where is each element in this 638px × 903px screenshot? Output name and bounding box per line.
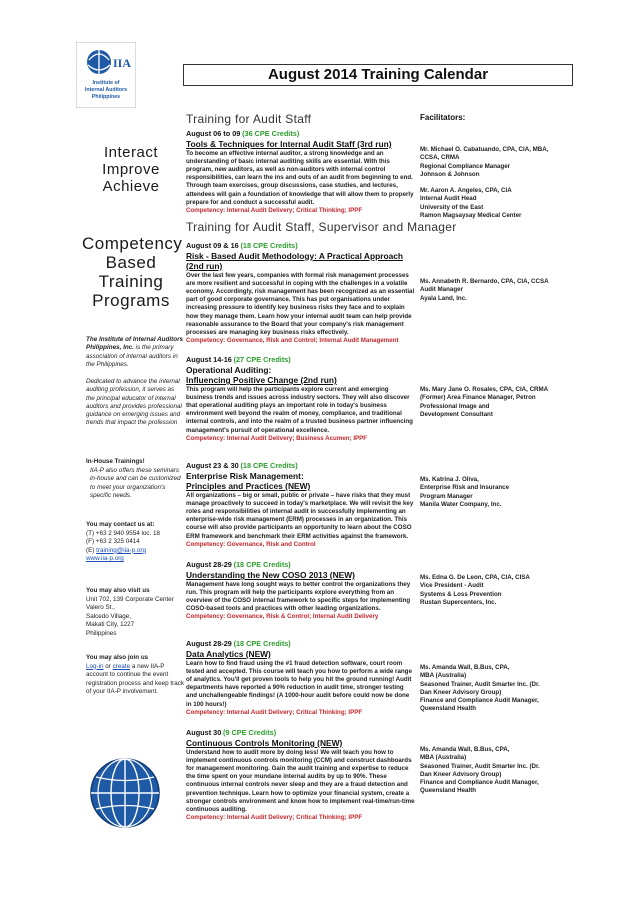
facilitator-line: Regional Compliance Manager — [420, 162, 511, 170]
slogan-line: Interact — [103, 144, 159, 161]
facilitator-line: Finance and Compliance Audit Manager, — [420, 697, 539, 705]
facilitator-line: Ms. Katrina J. Oliva, — [420, 476, 479, 483]
course-description: Learn how to find fraud using the #1 fraud detection software, court room tested and accepted. This course will teach you how to perform a wide range of analytics. You'll get proven tools to help you hit the ground running! Audit departments have reported a 90% reduction in audit time, stronger testing and unchallengeable findings! (A 1000-hour audit before could now be done in 100 hours!) — [186, 660, 412, 708]
course-block — [186, 462, 416, 549]
cpe-credits: (18 CPE Credits) — [233, 560, 291, 569]
programs-line: Based — [105, 253, 157, 272]
facilitator-block — [420, 664, 600, 714]
course-title: Continuous Controls Monitoring (NEW) — [186, 738, 343, 749]
inhouse-text: IIA-P also offers these seminars in-house and can be customized to meet your organization's specific needs. — [90, 466, 181, 500]
facilitator-line: Systems & Loss Prevention — [420, 590, 502, 598]
cpe-credits: (18 CPE Credits) — [233, 639, 291, 648]
facilitator-line: Ms. Edna G. De Leon, CPA, CIA, CISA — [420, 574, 530, 581]
course-description: Understand how to audit more by doing less! We will teach you how to implement continuous controls monitoring (CCM) and construct dashboards for management monitoring. Gain the audit training and expertise to reduce the time spent on your mundane internal audits by up to 90%. These continuous internal controls never sleep and they are a fraud detection and prevention technique. Learn how to optimize your financial system, create a stronger controls environment and know how to implement real-time/run-time continuous auditing. — [186, 749, 415, 813]
course-block — [186, 242, 416, 345]
course-title: Influencing Positive Change (2nd run) — [186, 375, 337, 386]
logo-line-3: Philippines — [91, 94, 121, 100]
course-title: Data Analytics (NEW) — [186, 649, 271, 660]
facilitator-block — [420, 187, 600, 220]
email-label: (E) — [86, 546, 97, 554]
course-competency: Competency: Internal Audit Delivery; Critical Thinking; IPPF — [186, 708, 363, 716]
programs-line: Training — [98, 272, 164, 291]
cpe-credits: (9 CPE Credits) — [223, 728, 277, 737]
facilitator-line: Professional Image and — [420, 402, 490, 410]
course-date: August 28-29 — [186, 639, 232, 648]
facilitator-line: Dan Kneer Advisory Group) — [420, 688, 502, 696]
programs-line: Programs — [92, 291, 170, 310]
facilitator-line: Ms. Amanda Wall, B.Bus, CPA, — [420, 664, 510, 671]
section-heading-staff: Training for Audit Staff — [186, 112, 312, 126]
facilitator-line: Johnson & Johnson — [420, 170, 480, 178]
facilitator-line: Dan Kneer Advisory Group) — [420, 770, 502, 778]
facilitator-block — [420, 386, 600, 419]
course-competency: Competency: Internal Audit Delivery; Critical Thinking; IPPF — [186, 206, 363, 214]
sidebar — [0, 0, 185, 903]
cpe-credits: (18 CPE Credits) — [240, 241, 298, 250]
globe-icon — [88, 756, 162, 830]
logo-line-1: Institute of — [92, 80, 120, 86]
slogan — [94, 144, 168, 195]
facilitator-block — [420, 278, 600, 303]
course-title: Principles and Practices (NEW) — [186, 481, 311, 492]
join-heading: You may also join us — [86, 654, 149, 661]
course-description: All organizations – big or small, public or private – have risks that they must manage proactively to succeed in today's marketplace. We will revisit the key roles and responsibilities of internal audit in successfully implementing an enterprise-wide risk management (ERM) processes in an organization. This course will also provide participants an opportunity to learn about the COSO ERM framework and benchmark their ERM activities against the framework. — [186, 492, 414, 540]
mission-paragraph: Dedicated to advance the internal auditing profession, it serves as the principal educator of internal auditors and provides professional guidance on emerging issues and trends that impact the profession — [86, 378, 182, 427]
intro-org-name: The Institute of Internal Auditors Philippines, Inc. — [86, 336, 184, 352]
facilitator-line: Development Consultant — [420, 410, 493, 418]
logo-line-2: Internal Auditors — [84, 87, 128, 93]
facilitator-line: Internal Audit Head — [420, 195, 477, 203]
join-or: or — [103, 662, 113, 670]
facilitator-line: Ms. Amanda Wall, B.Bus, CPA, — [420, 746, 510, 753]
facilitator-line: CCSA, CRMA — [420, 154, 460, 162]
course-competency: Competency: Internal Audit Delivery; Critical Thinking; IPPF — [186, 813, 363, 821]
facilitator-line: Mr. Michael O. Cabatuando, CPA, CIA, MBA, — [420, 146, 549, 153]
facilitator-block — [420, 574, 600, 607]
course-title: Tools & Techniques for Internal Audit Staff (3rd run) — [186, 139, 392, 150]
address-heading: You may also visit us — [86, 587, 150, 594]
programs-heading — [82, 234, 183, 310]
facilitator-line: Queensland Health — [420, 787, 477, 795]
course-date: August 06 to 09 — [186, 129, 241, 138]
facilitator-line: Ramon Magsaysay Medical Center — [420, 211, 522, 219]
page-title: August 2014 Training Calendar — [183, 64, 573, 86]
course-competency: Competency: Governance, Risk and Control; Internal Audit Management — [186, 336, 399, 344]
facilitator-line: Program Manager — [420, 492, 473, 500]
facilitator-line: Queensland Health — [420, 705, 477, 713]
intro-rest: is the primary association of internal auditors in the Philippines. — [86, 344, 178, 368]
address-line: Unit 702, 139 Corporate Center — [86, 595, 174, 603]
facilitator-line: MBA (Australia) — [420, 754, 467, 762]
contact-block — [86, 521, 186, 564]
course-competency: Competency: Internal Audit Delivery; Business Acumen; IPPF — [186, 434, 368, 442]
facilitator-line: Ms. Mary Jane O. Rosales, CPA, CIA, CRMA — [420, 386, 549, 393]
email-row — [86, 547, 186, 556]
slogan-line: Achieve — [102, 178, 160, 195]
logo-initials: IIA — [113, 56, 132, 70]
course-competency: Competency: Governance, Risk and Control — [186, 540, 316, 548]
facilitator-line: Ayala Land, Inc. — [420, 294, 467, 302]
create-account-link[interactable]: create — [112, 662, 131, 670]
facilitator-line: Seasoned Trainer, Audit Smarter Inc. (Dr. — [420, 680, 540, 688]
facilitator-line: Manila Water Company, Inc. — [420, 500, 502, 508]
course-block — [186, 729, 416, 822]
facilitator-line: Ms. Annabeth R. Bernardo, CPA, CIA, CCSA — [420, 278, 549, 285]
login-link[interactable]: Log-in — [86, 662, 104, 670]
course-description: Management have long sought ways to better control the organizations they run. This program will help the participants explore everything from an overview of the COSO internal framework to specific steps for implementing COSO-based tools and practices with other leading organizations. — [186, 581, 411, 613]
cpe-credits: (36 CPE Credits) — [242, 129, 300, 138]
facilitator-line: Finance and Compliance Audit Manager, — [420, 779, 539, 787]
course-block — [186, 130, 416, 215]
address-line: Philippines — [86, 629, 117, 637]
programs-line: Competency — [82, 234, 183, 253]
facilitator-block — [420, 476, 600, 509]
address-line: Valero St., — [86, 604, 115, 612]
address-block — [86, 587, 186, 639]
facilitator-line: University of the East — [420, 203, 484, 211]
cpe-credits: (27 CPE Credits) — [233, 355, 291, 364]
course-title: Risk - Based Audit Methodology: A Practical Approach (2nd run) — [186, 251, 403, 272]
course-date: August 23 & 30 — [186, 461, 239, 470]
course-title-lead: Operational Auditing: — [186, 365, 272, 376]
course-title-lead: Enterprise Risk Management: — [186, 471, 304, 482]
phone: (T) +63 2 940 9554 loc. 18 — [86, 529, 161, 537]
intro-paragraph — [86, 336, 184, 369]
facilitator-line: Enterprise Risk and Insurance — [420, 484, 510, 492]
facilitator-line: Seasoned Trainer, Audit Smarter Inc. (Dr. — [420, 762, 540, 770]
email-link[interactable]: training@iia-p.org — [96, 546, 146, 554]
facilitator-block — [420, 146, 600, 179]
contact-heading: You may contact us at: — [86, 521, 155, 528]
course-competency: Competency: Governance, Risk & Control; Internal Audit Delivery — [186, 613, 379, 621]
join-rest: a new IIA-P account to continue the event registration process and keep track of your IIA-P involvement. — [86, 662, 185, 696]
facilitator-line: MBA (Australia) — [420, 672, 467, 680]
course-description: This program will help the participants explore current and emerging business trends and issues across industry sectors. They will also discover that operational auditing plays an important role in today's business environment well beyond the realm of money, compliance, and traditional internal controls, and into the realm of a trusted business partner influencing management's pursuit of operational excellence. — [186, 386, 413, 434]
course-date: August 14-16 — [186, 355, 232, 364]
course-date: August 30 — [186, 728, 222, 737]
course-date: August 28-29 — [186, 560, 232, 569]
website-link[interactable]: www.iia-p.org — [86, 555, 124, 563]
facilitator-block — [420, 746, 600, 796]
facilitator-line: Mr. Aaron A. Angeles, CPA, CIA — [420, 187, 512, 194]
course-block — [186, 356, 416, 443]
course-description: To become an effective internal auditor, a strong knowledge and an understanding of basic internal auditing skills are essential. With this program, new auditors, as well as non-auditors with internal control responsibilities, can learn the ins and outs of an audit from beginning to end. Through team exercises, group discussions, case studies, and lectures, attendees will gain a foundation of knowledge that will allow them to properly prepare for and conduct a successful audit. — [186, 150, 414, 206]
course-description: Over the last few years, companies with formal risk management processes are more resilient and successful in coping with the challenges in a volatile economy. Accordingly, risk management has been recognized as an essential part of good corporate governance. This has put organisations under increasing pressure to identify key business risks they face and to explain how they manage them. Learn how your internal audit team can help provide reasonable assurance to the Board that your company's risk management processes are managing key business risks effectively. — [186, 272, 415, 336]
course-block — [186, 640, 416, 717]
inhouse-heading: In-House Trainings! — [86, 458, 145, 465]
join-block — [86, 654, 186, 697]
facilitators-heading: Facilitators: — [420, 113, 466, 122]
facilitator-line: Audit Manager — [420, 286, 463, 294]
facilitator-line: (Former) Area Finance Manager, Petron — [420, 394, 536, 402]
fax: (F) +63 2 325 0414 — [86, 538, 140, 546]
inhouse-block — [86, 458, 186, 501]
course-date: August 09 & 16 — [186, 241, 239, 250]
cpe-credits: (18 CPE Credits) — [240, 461, 298, 470]
join-text — [86, 663, 186, 697]
facilitator-line: Vice President - Audit — [420, 582, 484, 590]
address-line: Salcedo Village, — [86, 612, 132, 620]
slogan-line: Improve — [102, 161, 160, 178]
facilitator-line: Rustan Supercenters, Inc. — [420, 598, 497, 606]
course-title: Understanding the New COSO 2013 (NEW) — [186, 570, 355, 581]
section-heading-supervisor: Training for Audit Staff, Supervisor and Manager — [186, 220, 457, 234]
address-line: Makati City, 1227 — [86, 621, 135, 629]
course-block — [186, 561, 416, 622]
